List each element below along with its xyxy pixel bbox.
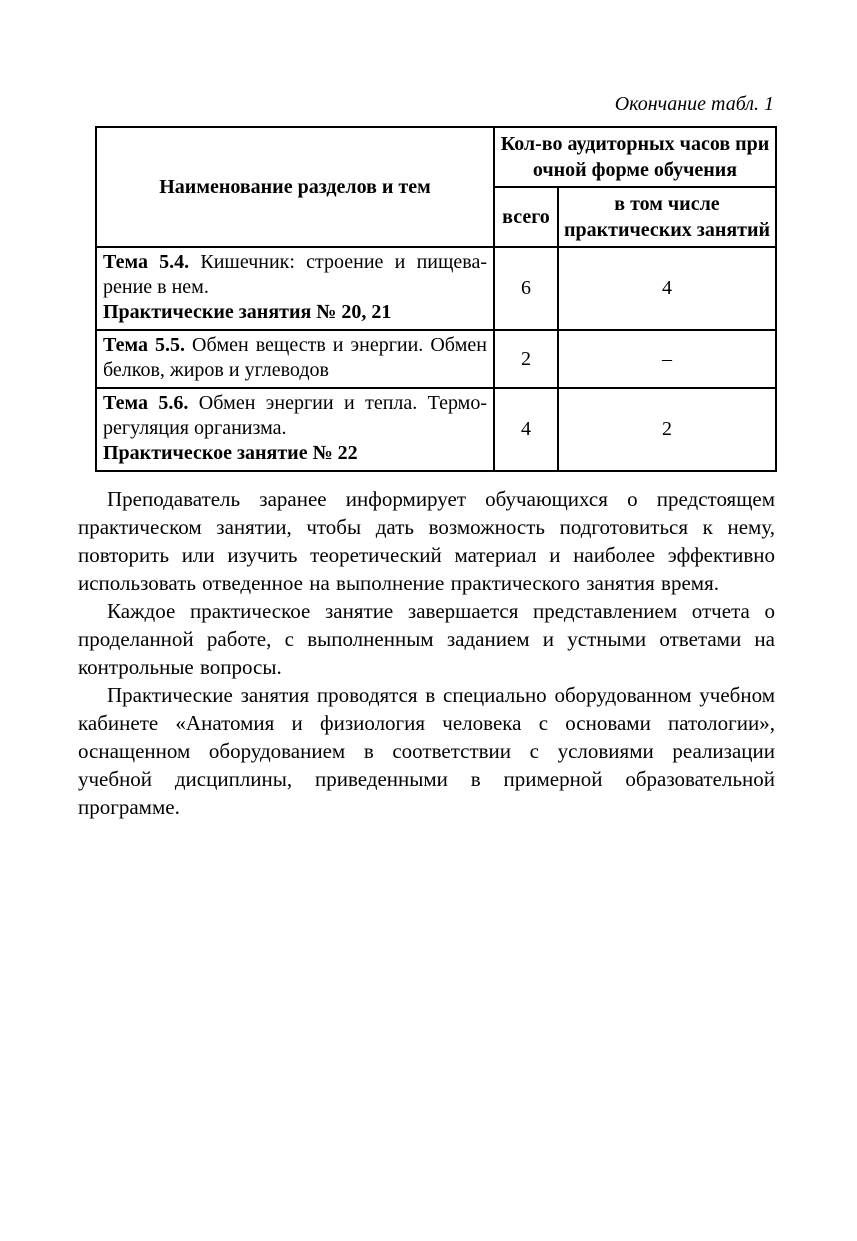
hours-table-header (96, 127, 776, 247)
topic-cell (96, 247, 494, 330)
column-header-hours-group: Кол-во аудиторных часов при очной форме обучения (494, 127, 776, 187)
table-row (96, 247, 776, 330)
page-content (78, 92, 775, 821)
column-header-total: всего (494, 187, 558, 247)
paragraph: Каждое практическое занятие завершается представлением отчета о проделанной работе, с выполненным заданием и устными ответами на контрольные вопросы. (78, 599, 775, 679)
practice-label: Практические занятия № 20, 21 (103, 301, 392, 323)
topic-label: Тема 5.4. (103, 251, 190, 273)
hours-practical-cell: 4 (558, 247, 776, 330)
topic-text: Обмен веществ и энергии. Обмен белков, жиров и углеводов (103, 334, 488, 381)
table-continuation-caption: Окончание табл. 1 (614, 93, 774, 115)
column-header-practical: в том числе практических занятий (558, 187, 776, 247)
hours-total-cell: 2 (494, 330, 558, 388)
paragraph: Практические занятия проводятся в специально оборудованном учебном кабинете «Анатомия и физиология человека с основами патологии», оснащенном оборудованием в соответствии с условиями реализации учебной дисциплины, приведенными в примерной образовательной программе. (78, 683, 775, 819)
topic-text: Обмен энергии и тепла. Терморегуляция организма. (103, 392, 488, 439)
hours-practical-cell: – (558, 330, 776, 388)
hours-practical-cell: 2 (558, 388, 776, 471)
practice-label: Практическое занятие № 22 (103, 442, 358, 464)
column-header-sections: Наименование разделов и тем (96, 127, 494, 247)
body-text (78, 485, 775, 821)
hours-table (95, 126, 777, 472)
table-row (96, 388, 776, 471)
paragraph: Преподаватель заранее информирует обучающихся о предстоящем практическом занятии, чтобы дать возможность подготовиться к нему, повторить или изучить теоретический материал и наиболее эффективно использовать отведенное на выполнение практического занятия время. (78, 487, 775, 595)
topic-text: Кишечник: строение и пищеварение в нем. (103, 251, 487, 298)
topic-label: Тема 5.5. (103, 334, 185, 356)
topic-label: Тема 5.6. (103, 392, 189, 414)
topic-cell (96, 330, 494, 388)
topic-cell (96, 388, 494, 471)
hours-total-cell: 6 (494, 247, 558, 330)
hours-total-cell: 4 (494, 388, 558, 471)
table-row (96, 330, 776, 388)
